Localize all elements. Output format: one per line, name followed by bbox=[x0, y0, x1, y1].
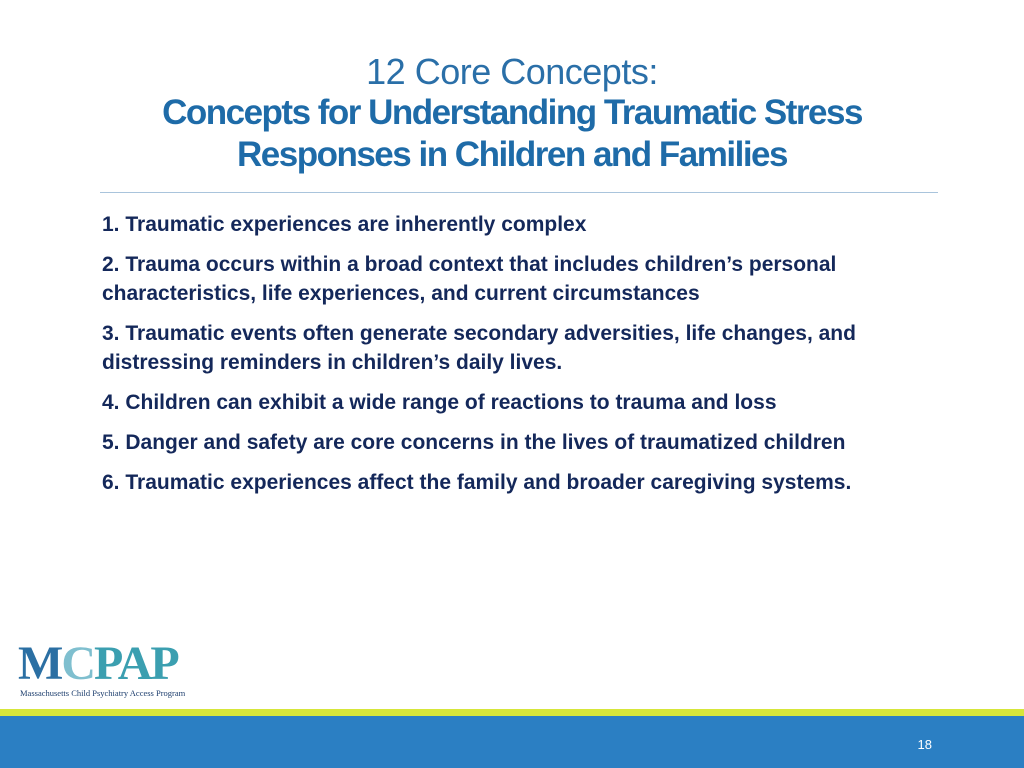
title-line-2a: Concepts for Understanding Traumatic Stress bbox=[162, 93, 862, 132]
concept-item-6: 6. Traumatic experiences affect the family and broader caregiving systems. bbox=[102, 471, 852, 494]
concept-item-1: 1. Traumatic experiences are inherently complex bbox=[102, 213, 587, 236]
logo-letters-pap: PAP bbox=[93, 637, 178, 690]
logo-wordmark bbox=[18, 637, 178, 690]
concept-item-2: 2. Trauma occurs within a broad context that includes children’s personal characteristics, life experiences, and current circumstances bbox=[102, 253, 837, 305]
slide-title bbox=[60, 52, 964, 176]
concept-item-3: 3. Traumatic events often generate secondary adversities, life changes, and distressing reminders in children’s daily lives. bbox=[102, 322, 856, 374]
logo-caption: Massachusetts Child Psychiatry Access Program bbox=[20, 688, 186, 698]
mcpap-logo bbox=[18, 637, 198, 702]
concept-item-5: 5. Danger and safety are core concerns in the lives of traumatized children bbox=[102, 431, 846, 454]
accent-stripe bbox=[0, 709, 1024, 716]
title-divider bbox=[100, 192, 938, 193]
title-line-2b: Responses in Children and Families bbox=[237, 135, 787, 174]
logo-letter-c: C bbox=[61, 637, 94, 690]
logo-letter-m: M bbox=[18, 637, 62, 690]
concept-list bbox=[102, 210, 952, 508]
title-line-1: 12 Core Concepts: bbox=[366, 51, 658, 92]
concept-item-4: 4. Children can exhibit a wide range of reactions to trauma and loss bbox=[102, 391, 777, 414]
footer-bar bbox=[0, 716, 1024, 768]
slide-number: 18 bbox=[917, 737, 932, 752]
